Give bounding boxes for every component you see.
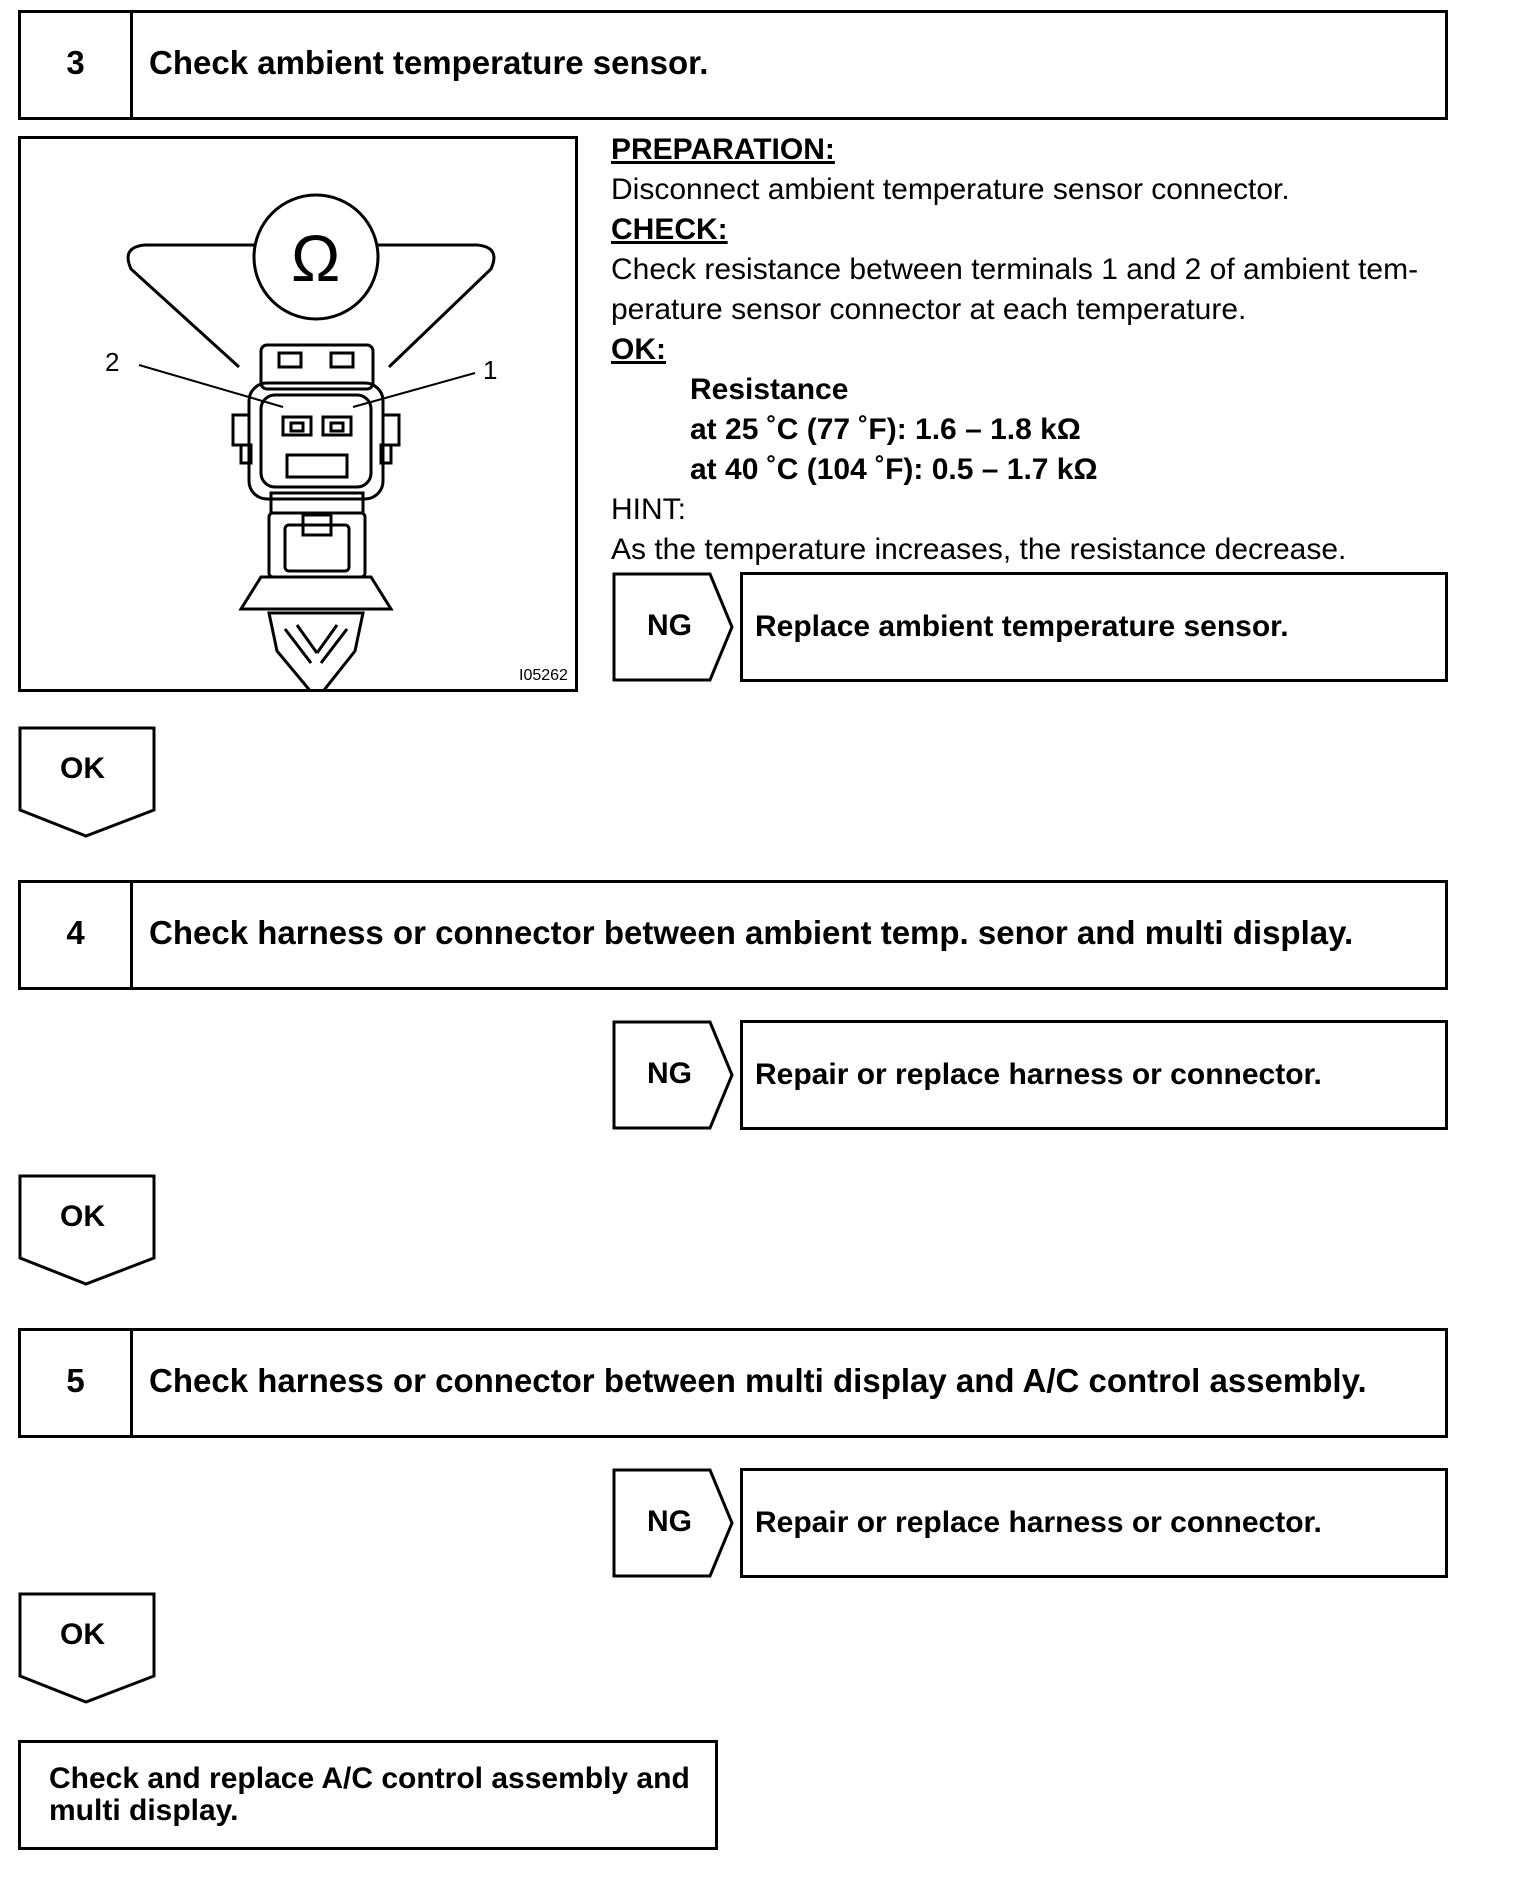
step-title: Check harness or connector between ambient temp. senor and multi display.: [149, 914, 1354, 951]
ng-label: NG: [647, 609, 692, 642]
ng-action-step5: Repair or replace harness or connector.: [740, 1468, 1448, 1578]
ok-result-label: OK: [60, 1200, 105, 1233]
spec-title: Resistance: [690, 373, 849, 406]
final-action-box: [18, 1740, 718, 1850]
step-number: 3: [21, 13, 133, 117]
hint-text: As the temperature increases, the resistance decrease.: [611, 533, 1347, 566]
ng-label: NG: [647, 1505, 692, 1538]
step-5-header: [18, 1328, 1448, 1438]
terminal-label-1: 1: [483, 355, 498, 385]
final-action-line2: multi display.: [49, 1794, 239, 1827]
terminal-label-2: 2: [105, 347, 120, 377]
final-action-line1: Check and replace A/C control assembly and: [49, 1762, 690, 1795]
ok-result-label: OK: [60, 1618, 105, 1651]
hint-label: HINT:: [611, 493, 686, 526]
spec-line-25c: at 25 ˚C (77 ˚F): 1.6 – 1.8 kΩ: [690, 413, 1081, 446]
preparation-text: Disconnect ambient temperature sensor connector.: [611, 173, 1290, 206]
step-number: 4: [21, 883, 133, 987]
check-label: CHECK:: [611, 213, 728, 246]
ng-label: NG: [647, 1057, 692, 1090]
check-text-line2: perature sensor connector at each temperature.: [611, 293, 1247, 326]
step-title: Check ambient temperature sensor.: [149, 44, 709, 81]
ohm-symbol: Ω: [291, 221, 341, 295]
spec-line-40c: at 40 ˚C (104 ˚F): 0.5 – 1.7 kΩ: [690, 453, 1098, 486]
ok-result-label: OK: [60, 752, 105, 785]
ok-label: OK:: [611, 333, 666, 366]
ng-action-step3: Replace ambient temperature sensor.: [740, 572, 1448, 682]
figure-id: I05262: [519, 667, 568, 684]
sensor-figure: [18, 136, 578, 692]
ohmmeter-connector-icon: [21, 139, 575, 689]
check-text-line1: Check resistance between terminals 1 and 2 of ambient tem-: [611, 253, 1419, 286]
step-4-header: [18, 880, 1448, 990]
ng-action-step4: Repair or replace harness or connector.: [740, 1020, 1448, 1130]
step-title: Check harness or connector between multi display and A/C control assembly.: [149, 1362, 1367, 1399]
preparation-label: PREPARATION:: [611, 133, 835, 166]
step-number: 5: [21, 1331, 133, 1435]
step-3-header: [18, 10, 1448, 120]
